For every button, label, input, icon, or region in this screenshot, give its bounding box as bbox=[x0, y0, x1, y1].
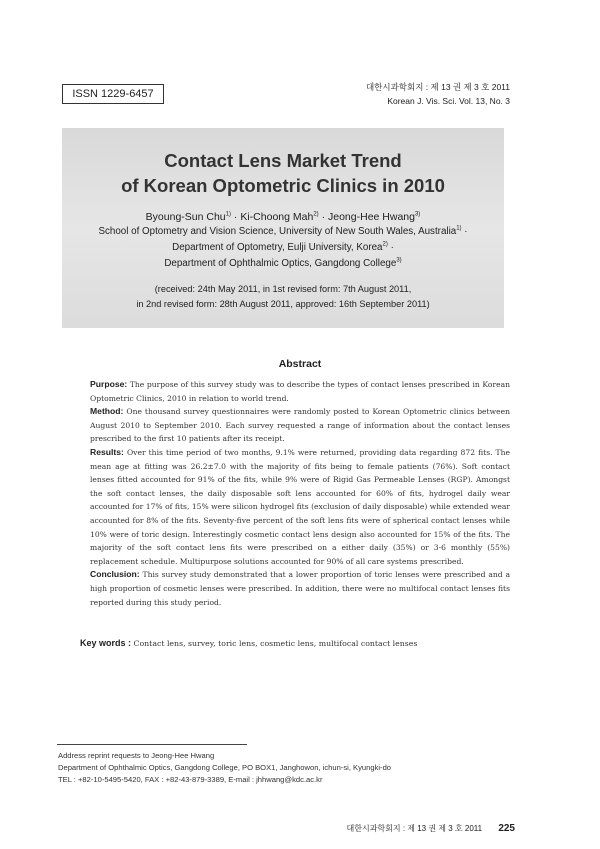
keywords-text: Contact lens, survey, toric lens, cosmetic lens, multifocal contact lenses bbox=[133, 639, 418, 648]
abstract-purpose bbox=[90, 378, 510, 405]
abstract-method bbox=[90, 405, 510, 446]
abstract-conclusion bbox=[90, 568, 510, 609]
title-line-2: of Korean Optometric Clinics in 2010 bbox=[121, 175, 445, 196]
article-title bbox=[62, 148, 504, 198]
method-text: One thousand survey questionnaires were randomly posted to Korean Optometric clinics between August 2010 to September 2010. Each survey requested a range of information about the contact lenses prescribed to the first 10 patients after its receipt. bbox=[90, 407, 510, 444]
author-sup: 3) bbox=[414, 211, 421, 218]
affiliation-text: School of Optometry and Vision Science, University of New South Wales, Australia bbox=[98, 226, 457, 237]
received-dates bbox=[62, 282, 504, 312]
affiliation-separator: · bbox=[464, 226, 468, 237]
footer-journal: 대한시과학회지 : 제 13 권 제 3 호 2011 bbox=[346, 824, 483, 833]
author-sup: 2) bbox=[313, 211, 319, 218]
affiliation bbox=[62, 256, 504, 272]
abstract-heading: Abstract bbox=[278, 358, 322, 370]
correspondence-footnote bbox=[58, 750, 528, 786]
issn-box: ISSN 1229-6457 bbox=[62, 84, 164, 104]
author-separator: · bbox=[321, 211, 326, 223]
affiliation bbox=[22, 224, 544, 240]
author-name: Byoung-Sun Chu bbox=[145, 211, 226, 223]
title-line-1: Contact Lens Market Trend bbox=[164, 150, 402, 171]
received-line-1: (received: 24th May 2011, in 1st revised form: 7th August 2011, bbox=[154, 284, 412, 294]
affiliation-sup: 1) bbox=[456, 225, 462, 232]
affiliation-sup: 2) bbox=[382, 241, 388, 248]
author-separator: · bbox=[233, 211, 238, 223]
affiliation-text: Department of Optometry, Eulji University, Korea bbox=[172, 242, 383, 253]
method-label: Method: bbox=[90, 406, 124, 417]
footnote-divider bbox=[57, 744, 247, 745]
results-label: Results: bbox=[90, 446, 124, 457]
author-list bbox=[62, 210, 504, 224]
page-footer bbox=[347, 823, 515, 834]
affiliation-text: Department of Ophthalmic Optics, Gangdong College bbox=[164, 258, 397, 269]
conclusion-label: Conclusion: bbox=[90, 569, 140, 580]
author-sup: 1) bbox=[225, 211, 231, 218]
journal-english: Korean J. Vis. Sci. Vol. 13, No. 3 bbox=[387, 96, 510, 106]
abstract-body bbox=[90, 378, 510, 609]
journal-korean: 대한시과학회지 : 제 13 권 제 3 호 2011 bbox=[365, 82, 510, 92]
page-number: 225 bbox=[498, 823, 515, 834]
keywords-label: Key words : bbox=[80, 638, 132, 648]
affiliation bbox=[62, 240, 504, 256]
abstract-results bbox=[90, 446, 510, 568]
affiliation-sup: 3) bbox=[396, 257, 402, 264]
purpose-label: Purpose: bbox=[90, 379, 128, 389]
journal-citation bbox=[366, 80, 510, 108]
purpose-text: The purpose of this survey study was to describe the types of contact lenses prescribed in Korean Optometric Clinics, 2010 in relation to world trend. bbox=[90, 380, 510, 403]
footnote-line-1: Address reprint requests to Jeong-Hee Hwang bbox=[58, 751, 215, 760]
results-text: Over this time period of two months, 9.1% were returned, providing data regarding 872 fits. The mean age at fitting was 26.2±7.0 with the majority of fits being to female patients (76%). Soft contact lenses fitted accounted for 91% of the fits, while 9% were of Rigid Gas Permeable Lenses (RGP). Amongst the soft contact lenses, the daily disposable soft lens accounted for 60% of fits, hydrogel daily wear accounted for 17% of fits, 15% were silicon hydrogel fits (exclusion of daily disposable) while extended wear accounted for 8% of the fits. Seventy-five percent of the soft lens fits were of spherical contact lenses while 10% were of toric design. Interestingly cosmetic contact lens design also accounted for 15% of the fits. The majority of the soft contact lens fits were prescribed on a either daily (35%) or 3-6 monthly (55%) replacement schedule. Multipurpose solutions accounted for 90% of all care systems prescribed. bbox=[90, 447, 510, 566]
affiliation-separator: · bbox=[390, 242, 394, 253]
title-block bbox=[62, 128, 504, 328]
keywords bbox=[80, 638, 520, 648]
conclusion-text: This survey study demonstrated that a lower proportion of toric lenses were prescribed and a high proportion of cosmetic lenses were prescribed. In addition, there were no multifocal contact lenses fits reported during this study period. bbox=[90, 570, 510, 607]
footnote-line-3: TEL : +82-10-5495-5420, FAX : +82-43-879-3389, E-mail : jhhwang@kdc.ac.kr bbox=[58, 775, 323, 784]
received-line-2: in 2nd revised form: 28th August 2011, approved: 16th September 2011) bbox=[136, 299, 430, 309]
author-name: Jeong-Hee Hwang bbox=[328, 211, 415, 223]
footnote-line-2: Department of Ophthalmic Optics, Gangdong College, PO BOX1, Janghowon, ichun-si, Kyungki-do bbox=[58, 763, 392, 772]
author-name: Ki-Choong Mah bbox=[240, 211, 314, 223]
